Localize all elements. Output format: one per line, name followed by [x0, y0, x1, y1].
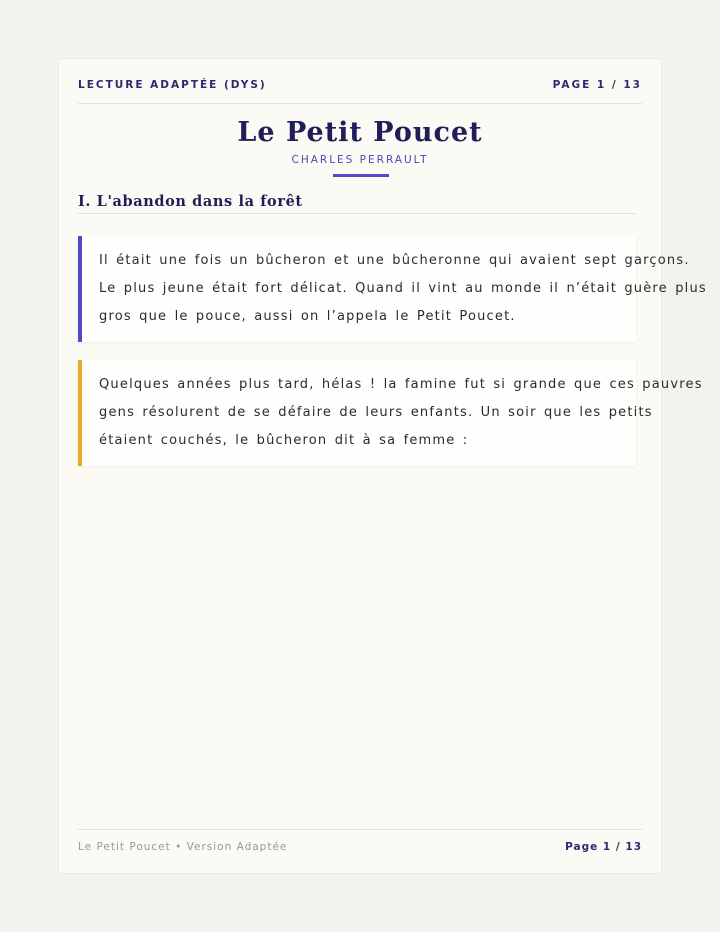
- paragraph-line: gens résolurent de se défaire de leurs enfants. Un soir que les petits: [99, 405, 653, 420]
- title-divider: [333, 174, 389, 177]
- paragraph-line: Il était une fois un bûcheron et une bûcheronne qui avaient sept garçons.: [99, 253, 690, 268]
- paragraph-line: Le plus jeune était fort délicat. Quand il vint au monde il n’était guère plus: [99, 281, 707, 296]
- header-label: LECTURE ADAPTÉE (DYS): [78, 79, 267, 91]
- footer-label: Le Petit Poucet • Version Adaptée: [78, 841, 288, 853]
- story-author: CHARLES PERRAULT: [291, 154, 429, 166]
- paragraph-block: [78, 236, 707, 342]
- paragraph-line: gros que le pouce, aussi on l’appela le Petit Poucet.: [99, 309, 516, 324]
- paragraph-line: Quelques années plus tard, hélas ! la famine fut si grande que ces pauvres: [99, 377, 703, 392]
- paragraph-line: étaient couchés, le bûcheron dit à sa femme :: [99, 433, 469, 448]
- paragraph-block: [78, 360, 703, 466]
- page-footer: [78, 829, 642, 860]
- footer-page-number: Page 1 / 13: [565, 841, 642, 853]
- document-page: [58, 58, 707, 874]
- story-title: Le Petit Poucet: [237, 117, 483, 148]
- section-heading: I. L'abandon dans la forêt: [78, 193, 636, 214]
- header-page-number: PAGE 1 / 13: [552, 79, 642, 91]
- page-header: [78, 77, 642, 104]
